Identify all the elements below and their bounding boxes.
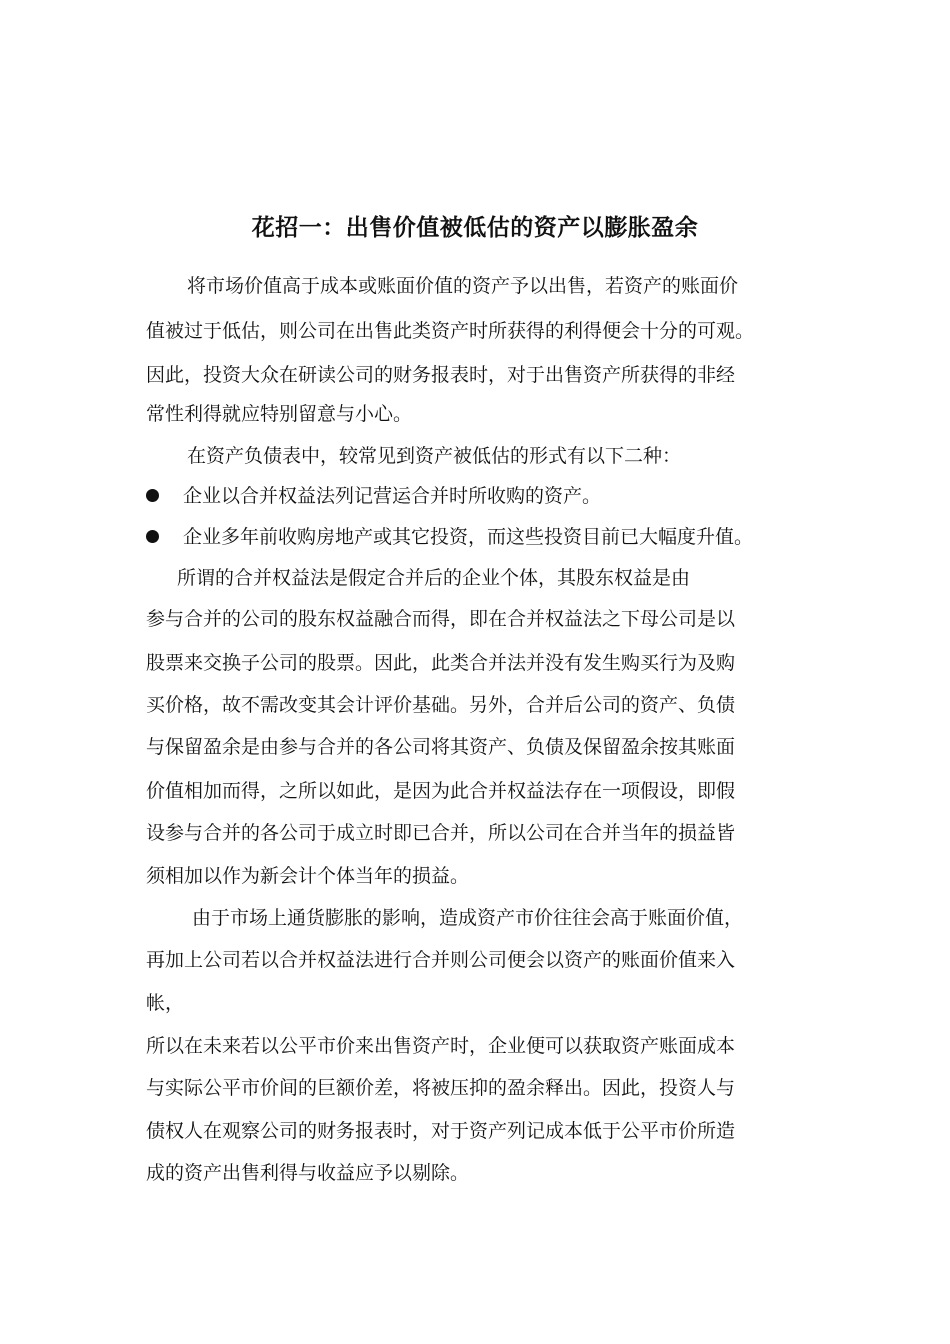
paragraph-1-line: 因此，投资大众在研读公司的财务报表时，对于出售资产所获得的非经 [146, 364, 736, 386]
paragraph-4-line: 由于市场上通货膨胀的影响，造成资产市价往往会高于账面价值， [192, 907, 744, 929]
paragraph-3-line: 与保留盈余是由参与合并的各公司将其资产、负债及保留盈余按其账面 [146, 736, 736, 758]
paragraph-3-line: 设参与合并的各公司于成立时即已合并，所以公司在合并当年的损益皆 [146, 822, 736, 844]
bullet-item-2: 企业多年前收购房地产或其它投资，而这些投资目前已大幅度升值。 [183, 526, 754, 548]
paragraph-1-line: 常性利得就应特别留意与小心。 [146, 403, 413, 425]
bullet-dot-icon [146, 530, 159, 543]
paragraph-3-line: 股票来交换子公司的股票。因此，此类合并法并没有发生购买行为及购 [146, 652, 736, 674]
paragraph-3-line: 所谓的合并权益法是假定合并后的企业个体，其股东权益是由 [177, 567, 691, 589]
paragraph-4-line: 帐， [146, 992, 185, 1014]
paragraph-3-line: 价值相加而得，之所以如此，是因为此合并权益法存在一项假设，即假 [146, 780, 736, 802]
document-title: 花招一：出售价值被低估的资产以膨胀盈余 [251, 215, 699, 241]
paragraph-3-line: 须相加以作为新会计个体当年的损益。 [146, 865, 470, 887]
paragraph-1-line: 将市场价值高于成本或账面价值的资产予以出售，若资产的账面价 [187, 275, 739, 297]
paragraph-2-line: 在资产负债表中，较常见到资产被低估的形式有以下二种： [187, 445, 682, 467]
bullet-item-1: 企业以合并权益法列记营运合并时所收购的资产。 [183, 485, 602, 507]
paragraph-3-line: 买价格，故不需改变其会计评价基础。另外，合并后公司的资产、负债 [146, 694, 736, 716]
paragraph-4-line: 所以在未来若以公平市价来出售资产时，企业便可以获取资产账面成本 [146, 1035, 736, 1057]
paragraph-4-line: 再加上公司若以合并权益法进行合并则公司便会以资产的账面价值来入 [146, 949, 736, 971]
bullet-dot-icon [146, 489, 159, 502]
paragraph-4-line: 成的资产出售利得与收益应予以剔除。 [146, 1162, 470, 1184]
paragraph-4-line: 债权人在观察公司的财务报表时，对于资产列记成本低于公平市价所造 [146, 1120, 736, 1142]
paragraph-1-line: 值被过于低估，则公司在出售此类资产时所获得的利得便会十分的可观。 [146, 320, 755, 342]
paragraph-4-line: 与实际公平市价间的巨额价差，将被压抑的盈余释出。因此，投资人与 [146, 1077, 736, 1099]
paragraph-3-line: 参与合并的公司的股东权益融合而得，即在合并权益法之下母公司是以 [146, 608, 736, 630]
